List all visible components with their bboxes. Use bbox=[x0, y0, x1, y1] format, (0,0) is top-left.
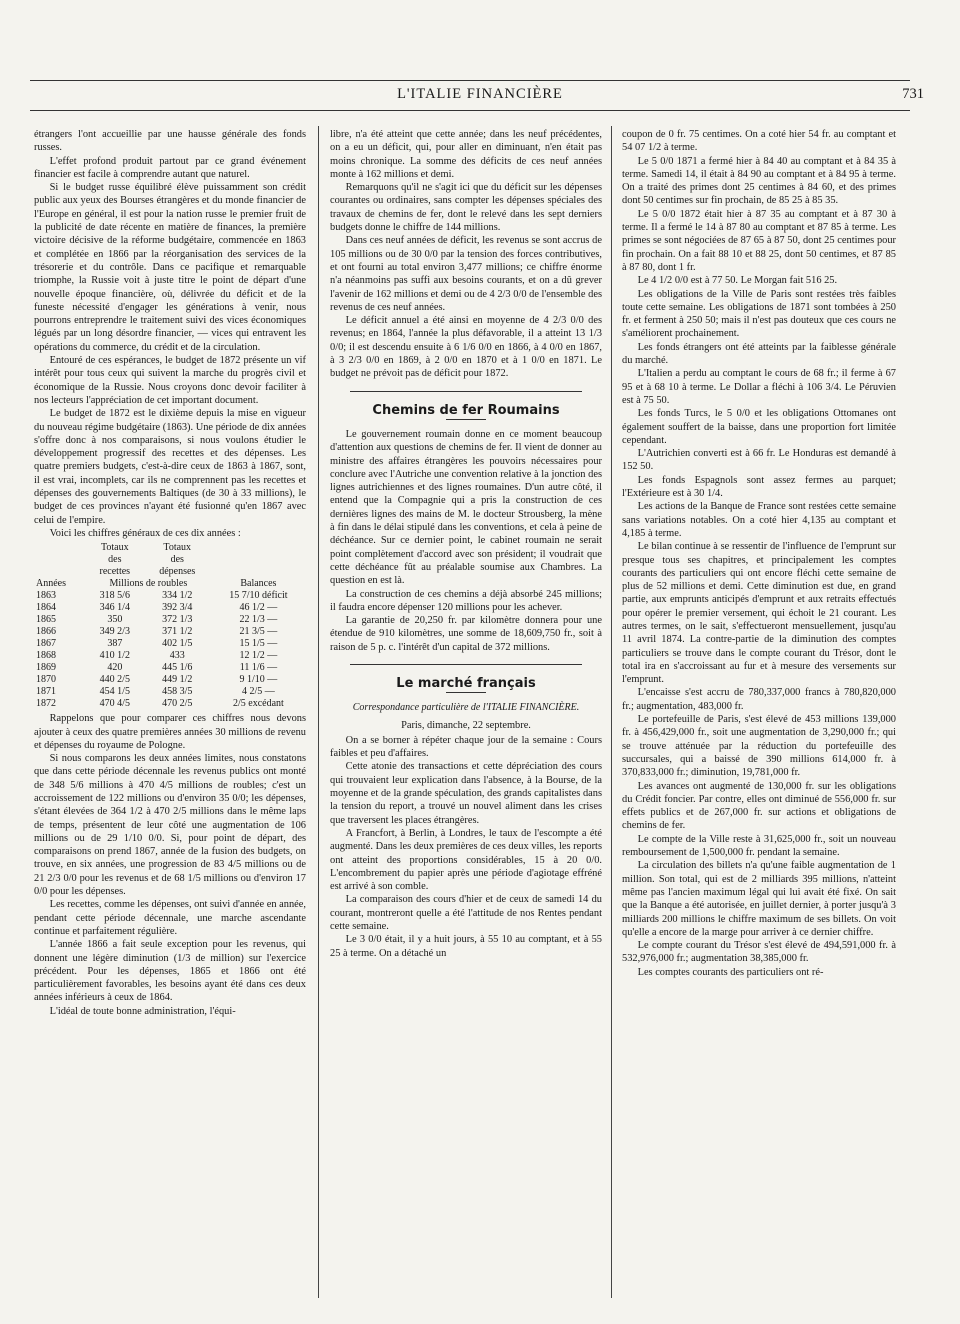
table-cell: 410 1/2 bbox=[99, 650, 130, 662]
header-text: recettes bbox=[99, 566, 131, 578]
table-cell: 440 2/5 bbox=[99, 674, 130, 686]
column-left bbox=[34, 128, 306, 1018]
table-cell: 470 2/5 bbox=[162, 698, 193, 710]
table-cell: 1866 bbox=[36, 626, 56, 638]
paragraph: Le gouvernement roumain donne en ce moment beaucoup d'attention aux questions de chemins de fer. Il vient de donner au ministre des affaires étrangères les pouvoirs nécessaires pour conclure avec l'Autriche une convention relative à la jonction des lignes autrichiennes et des lignes roumaines. D'un autre côté, il entend que la Compagnie qui a pris la construction de ces dernières lignes des mains de M. le docteur Strousberg, la mène à fin dans le délai stipulé dans les conventions, et cela à peine de déchéance. Sur ce dernier point, le cabinet roumain ne serait point complètement d'accord avec son président; il voudrait que cette déchéance fût au préalable soumise aux Chambres. La question en est là. bbox=[330, 428, 602, 587]
title-rule bbox=[446, 692, 486, 693]
header-annees: Années bbox=[36, 578, 66, 590]
budget-table bbox=[34, 542, 306, 710]
column-middle bbox=[330, 128, 602, 960]
table-cell: 12 1/2 — bbox=[239, 650, 278, 662]
table-cell: 1872 bbox=[36, 698, 56, 710]
paragraph: libre, n'a été atteint que cette année; dans les neuf précédentes, on a eu un déficit, qui, pour aller en diminuant, n'en était pas moins chronique. La somme des déficits de ces neuf années monte à 162 millions et demi. bbox=[330, 129, 602, 180]
table-cell: 433 bbox=[169, 650, 185, 662]
table-row bbox=[34, 698, 306, 710]
paragraph: L'effet profond produit partout par ce grand événement financier est facile à comprendre autant que naturel. bbox=[34, 155, 306, 180]
table-cell: 1868 bbox=[36, 650, 56, 662]
paragraph: Le compte de la Ville reste à 31,625,000 fr., soit un nouveau remboursement de 1,500,000 fr. pendant la semaine. bbox=[622, 833, 896, 859]
table-row bbox=[34, 650, 306, 662]
paragraph: Remarquons qu'il ne s'agit ici que du déficit sur les dépenses courantes ou ordinaires, sans compter les dépenses spéciales des travaux de chemins de fer, dont le relevé dans les sept derniers budgets donne le chiffre de 144 millions. bbox=[330, 182, 602, 234]
table-cell: 350 bbox=[107, 614, 123, 626]
header-depenses bbox=[144, 542, 211, 578]
header-rule-top bbox=[30, 80, 910, 81]
table-cell: 9 1/10 — bbox=[239, 674, 278, 686]
table-row bbox=[34, 638, 306, 650]
paragraph: Dans ces neuf années de déficit, les revenus se sont accrus de 105 millions ou de 30 0/0 par la tension des forces contributives, et ont fourni au total environ 3,477 millions; ce chiffre énorme n'a néanmoins pas suffi aux besoins courants, et on a dû grever l'avenir de 162 millions et demi ou de 4 2/3 0/0 de l'ensemble des revenus de ces neuf années. bbox=[330, 235, 602, 313]
table-cell: 420 bbox=[107, 662, 123, 674]
table-cell: 1863 bbox=[36, 590, 56, 602]
table-cell: 346 1/4 bbox=[99, 602, 130, 614]
page-number: 731 bbox=[902, 86, 924, 102]
section-title-marche-francais: Le marché français bbox=[396, 675, 536, 691]
paragraph: La garantie de 20,250 fr. par kilomètre donnera pour une étendue de 910 kilomètres, une somme de 18,609,750 fr., soit à raison de 5 p. c. l'intérêt d'un capital de 372 millions. bbox=[330, 615, 602, 653]
paragraph: A Francfort, à Berlin, à Londres, le taux de l'escompte a été augmenté. Dans les deux premières de ces deux villes, les reports ont atteint des proportions considérables, 15 à 20 0/0. L'encombrement du papier après une période d'agiotage effréné est arrivé à son comble. bbox=[330, 827, 602, 893]
header-text: dépenses bbox=[159, 566, 196, 578]
table-row bbox=[34, 602, 306, 614]
dateline: Paris, dimanche, 22 septembre. bbox=[401, 719, 531, 731]
paragraph: L'idéal de toute bonne administration, l'équi- bbox=[49, 1005, 236, 1017]
header-rule-bottom bbox=[30, 110, 910, 111]
paragraph: Cette atonie des transactions et cette dépréciation des cours qui trouvaient leur explication dans l'absence, à la Bourse, de la moyenne et de la grande spéculation, des grands capitalistes dans la tension du report, a trouvé un nouvel aliment dans les crises que traversent les places étrangères. bbox=[330, 761, 602, 826]
paragraph: L'année 1866 a fait seule exception pour les revenus, qui donnent une légère diminution (1/3 de million) sur l'exercice précédent. Pour les dépenses, 1865 et 1866 ont été particulièrement favorables, les besoins ayant été dans ces deux années inférieurs à ceux de 1864. bbox=[34, 939, 306, 1004]
correspondence-line: Correspondance particulière de l'ITALIE FINANCIÈRE. bbox=[352, 702, 580, 714]
table-cell: 1870 bbox=[36, 674, 56, 686]
table-cell: 11 1/6 — bbox=[239, 662, 278, 674]
paragraph: coupon de 0 fr. 75 centimes. On a coté hier 54 fr. au comptant et 54 07 1/2 à terme. bbox=[622, 129, 896, 154]
header-text: Totaux bbox=[100, 542, 129, 554]
column-divider bbox=[611, 126, 612, 1298]
table-cell: 372 1/3 bbox=[162, 614, 193, 626]
paragraph: Le déficit annuel a été ainsi en moyenne de 4 2/3 0/0 des revenus; en 1864, l'année la plus défavorable, il a atteint 13 1/3 0/0; il est descendu ensuite à 6 1/6 0/0 en 1866, à 4 0/0 en 1867, à 3 2/3 0/0 en 1869, à 2 0/0 en 1870 et à 1 0/0 en 1871. Le budget ne prévoit pas de déficit pour 1872. bbox=[330, 315, 602, 380]
table-cell: 458 3/5 bbox=[162, 686, 193, 698]
paragraph: Les comptes courants des particuliers ont ré- bbox=[637, 966, 824, 978]
table-cell: 1865 bbox=[36, 614, 56, 626]
table-cell: 15 1/5 — bbox=[239, 638, 278, 650]
paragraph: Le 5 0/0 1872 était hier à 87 35 au comptant et à 87 30 à terme. Il a fermé le 14 à 87 80 au comptant et 87 85 à terme. Les primes se sont négociées de 87 65 à 87 50, dont 25 centimes pour fin prochain. On a fait 88 10 et 88 25, dont 50 centimes, et 87 85 à 87 80, dont 1 fr. bbox=[622, 208, 896, 273]
table-cell: 1869 bbox=[36, 662, 56, 674]
table-cell: 402 1/5 bbox=[162, 638, 193, 650]
paragraph: Voici les chiffres généraux de ces dix années : bbox=[49, 527, 241, 539]
paragraph: Le 4 1/2 0/0 est à 77 50. Le Morgan fait 516 25. bbox=[637, 275, 838, 287]
table-cell: 46 1/2 — bbox=[239, 602, 278, 614]
paragraph: Entouré de ces espérances, le budget de 1872 présente un vif intérêt pour tous ceux qui suivent la marche du progrès civil et économique de la Russie. Nous croyons donc devoir faciliter à nos lecteurs l'appréciation de cet important document. bbox=[34, 355, 306, 406]
table-body bbox=[34, 590, 306, 710]
table-cell: 4 2/5 — bbox=[242, 686, 275, 698]
paragraph: La circulation des billets n'a qu'une faible augmentation de 1 million. Son total, qui est de 2 milliards 395 millions, n'atteint même pas l'ancien maximum légal qui lui avait été fixé. On sait que la Banque a été autorisée, en juillet dernier, à porter jusqu'à 3 milliards 200 millions le chiffre maximum de ses billets. On voit qu'elle a encore de la marge pour arriver à ce dernier chiffre. bbox=[622, 860, 896, 938]
page-title: L'ITALIE FINANCIÈRE bbox=[397, 86, 563, 102]
table-row bbox=[34, 590, 306, 602]
table-cell: 349 2/3 bbox=[99, 626, 130, 638]
table-row bbox=[34, 686, 306, 698]
paragraph: Si nous comparons les deux années limites, nous constatons que dans cette période décennale les revenus publics ont monté de 348 5/6 millions à 470 4/5 millions de roubles; c'est un accroissement de 122 millions ou d'environ 35 0/0; les dépenses, s'étant élevées de 364 1/2 à 470 2/5 millions dans le même laps de temps, présentent de leur côté une augmentation de 106 millions ou de 29 1/10 0/0. Si, pour point de départ, des comparaisons on prend 1867, année de la fusion des budgets, on trouve, en six années, une progression de 83 4/5 millions ou de 21 2/3 0/0 pour les revenus et de 68 1/5 millions ou d'environ 17 0/0 pour les dépenses. bbox=[34, 753, 306, 898]
table-cell: 449 1/2 bbox=[162, 674, 193, 686]
paragraph: Les actions de la Banque de France sont restées cette semaine sans variations notables. On a coté hier 4,135 au comptant et 4,185 à terme. bbox=[622, 501, 896, 539]
paragraph: La comparaison des cours d'hier et de ceux de samedi 14 du courant, montreront quelle a été l'attitude de nos Rentes pendant cette semaine. bbox=[330, 894, 602, 933]
header-text: Totaux bbox=[163, 542, 192, 554]
table-row bbox=[34, 614, 306, 626]
section-title-chemins-de-fer: Chemins de fer Roumains bbox=[372, 402, 560, 418]
table-row bbox=[34, 626, 306, 638]
table-cell: 371 1/2 bbox=[162, 626, 193, 638]
paragraph: La construction de ces chemins a déjà absorbé 245 millions; il faudra encore dépenser 120 millions pour les achever. bbox=[330, 588, 602, 613]
section-separator bbox=[350, 664, 582, 665]
paragraph: Les avances ont augmenté de 130,000 fr. sur les obligations du Crédit foncier. Par contre, elles ont diminué de 556,000 fr. sur effets publics et de 267,000 fr. sur actions et obligations de chemins de fer. bbox=[622, 780, 896, 832]
paragraph: Rappelons que pour comparer ces chiffres nous devons ajouter à ceux des quatre premières années 30 millions de revenu et dépenses du royaume de Pologne. bbox=[34, 713, 306, 751]
table-cell: 470 4/5 bbox=[99, 698, 130, 710]
table-cell: 392 3/4 bbox=[162, 602, 193, 614]
column-divider bbox=[318, 126, 319, 1298]
table-cell: 1864 bbox=[36, 602, 56, 614]
title-rule bbox=[446, 419, 486, 420]
paragraph: Le 3 0/0 était, il y a huit jours, à 55 10 au comptant, et à 55 25 à terme. On a détaché un bbox=[330, 934, 602, 959]
paragraph: L'Italien a perdu au comptant le cours de 68 fr.; il ferme à 67 95 et à 68 10 à terme. Le Dollar a fléchi à 106 3/4. Le Péruvien est à 75 50. bbox=[622, 368, 896, 406]
table-cell: 454 1/5 bbox=[99, 686, 130, 698]
paragraph: On a se borner à répéter chaque jour de la semaine : Cours faibles et peu d'affaires. bbox=[330, 734, 602, 760]
table-cell: 2/5 excédant bbox=[232, 698, 284, 710]
table-cell: 387 bbox=[107, 638, 123, 650]
paragraph: étrangers l'ont accueillie par une hausse générale des fonds russes. bbox=[34, 129, 306, 154]
paragraph: Les fonds étrangers ont été atteints par la faiblesse générale du marché. bbox=[622, 341, 896, 367]
paragraph: Le 5 0/0 1871 a fermé hier à 84 40 au comptant et à 84 35 à terme. Samedi 14, il était à 84 90 au comptant et à 84 95 à terme. On a traité des primes dont 25 centimes à 84 60, et des primes dont 50 centimes sur fin prochain, de 85 25 à 85 35. bbox=[622, 155, 896, 207]
table-cell: 1871 bbox=[36, 686, 56, 698]
table-cell: 1867 bbox=[36, 638, 56, 650]
table-cell: 15 7/10 déficit bbox=[229, 590, 288, 602]
table-cell: 318 5/6 bbox=[99, 590, 130, 602]
table-cell: 21 3/5 — bbox=[239, 626, 278, 638]
paragraph: Si le budget russe équilibré élève puissamment son crédit public aux yeux des Bourses étrangères et du monde financier de l'Europe en général, il est pour la nation russe le premier fruit de la publicité de date récente en matière de finances, la première victoire décisive de la réforme budgétaire, commencée en 1863 et complétée en 1866 par la réorganisation des services de la trésorerie et du contrôle. Dans ce pacifique et remarquable triomphe, la Russie voit à juste titre le point de départ d'une nouvelle époque financière, où, délivrée du déficit et de la funeste nécessité d'engager les générations à venir, nous pourrons entreprendre le traitement suivi des vices économiques légués par un long désordre financier, — vices qui entravent les opérations du commerce, du crédit et de la circulation. bbox=[34, 182, 306, 353]
paragraph: Les recettes, comme les dépenses, ont suivi d'année en année, pendant cette période décennale, une marche ascendante continue et parfaitement régulière. bbox=[34, 899, 306, 937]
table-cell: 22 1/3 — bbox=[239, 614, 278, 626]
paragraph: Les fonds Espagnols sont assez fermes au parquet; l'Extérieure est à 30 1/4. bbox=[622, 474, 896, 500]
table-cell: 334 1/2 bbox=[162, 590, 193, 602]
table-header bbox=[34, 542, 306, 578]
table-row bbox=[34, 662, 306, 674]
paragraph: L'Autrichien converti est à 66 fr. Le Honduras est demandé à 152 50. bbox=[622, 448, 896, 473]
paragraph: Les fonds Turcs, le 5 0/0 et les obligations Ottomanes ont également souffert de la baisse, dans une proportion fort limitée cependant. bbox=[622, 408, 896, 446]
paragraph: Le bilan continue à se ressentir de l'influence de l'emprunt sur presque tous ses chapitres, et principalement les comptes courants des particuliers qui ont encore fléchi cette semaine de plus de 52 millions et demi. Cette diminution est due, en grand partie, aux emprunts anticipés d'emprunt et aux retraits effectués pour opérer le premier versement, qui échoit le 21 courant. Les autres termes, on le sait, s'effectueront mensuellement, jusqu'au 11 avril 1874. La contre-partie de la diminution des comptes particuliers se trouve dans le compte courant du Trésor, dont le total ira en s'accroissant au fur et à mesure des versements sur l'emprunt. bbox=[622, 541, 896, 686]
table-row bbox=[34, 674, 306, 686]
paragraph: Le compte courant du Trésor s'est élevé de 494,591,000 fr. à 532,976,000 fr.; augmentation 38,385,000 fr. bbox=[622, 940, 896, 965]
table-cell: 445 1/6 bbox=[162, 662, 193, 674]
section-separator bbox=[350, 391, 582, 392]
paragraph: Les obligations de la Ville de Paris sont restées très faibles toute cette semaine. Les obligations de 1871 sont tombées à 250 fr. et ferment à 250 50; mais il n'est pas douteux que ces cours ne s'améliorent prochainement. bbox=[622, 288, 896, 340]
column-right bbox=[622, 128, 896, 979]
table-subheader bbox=[34, 578, 306, 590]
paragraph: Le portefeuille de Paris, s'est élevé de 453 millions 139,000 fr. à 456,429,000 fr., soit une augmentation de 3,290,000 fr.; qui se trouve atténuée par la réduction du portefeuille des succursales, qui a baissé de 390 millions 614,000 fr. à 370,833,000 fr.; diminution, 19,781,000 fr. bbox=[622, 714, 896, 779]
header-text: des bbox=[170, 554, 184, 566]
paragraph: Le budget de 1872 est le dixième depuis la mise en vigueur du nouveau régime budgétaire (1863). Une période de dix années s'offre donc à nos comparaisons, si nous voulons étudier le développement progressif des recettes et des dépenses. Les quatre premiers budgets, c'est-à-dire ceux de 1863 à 1867, sont, il est vrai, incomplets, car ils ne comprennent pas les recettes et dépenses des gouvernements Baltiques (de 30 à 33 millions), le budget de ces provinces n'ayant été fusionné qu'en 1867 avec celui de l'empire. bbox=[34, 408, 306, 526]
header-recettes bbox=[86, 542, 144, 578]
header-millions: Millions de roubles bbox=[109, 578, 188, 590]
header-balances: Balances bbox=[240, 578, 277, 590]
paragraph: L'encaisse s'est accru de 780,337,000 francs à 780,820,000 fr.; augmentation, 483,000 fr. bbox=[622, 687, 896, 712]
header-text: des bbox=[108, 554, 122, 566]
